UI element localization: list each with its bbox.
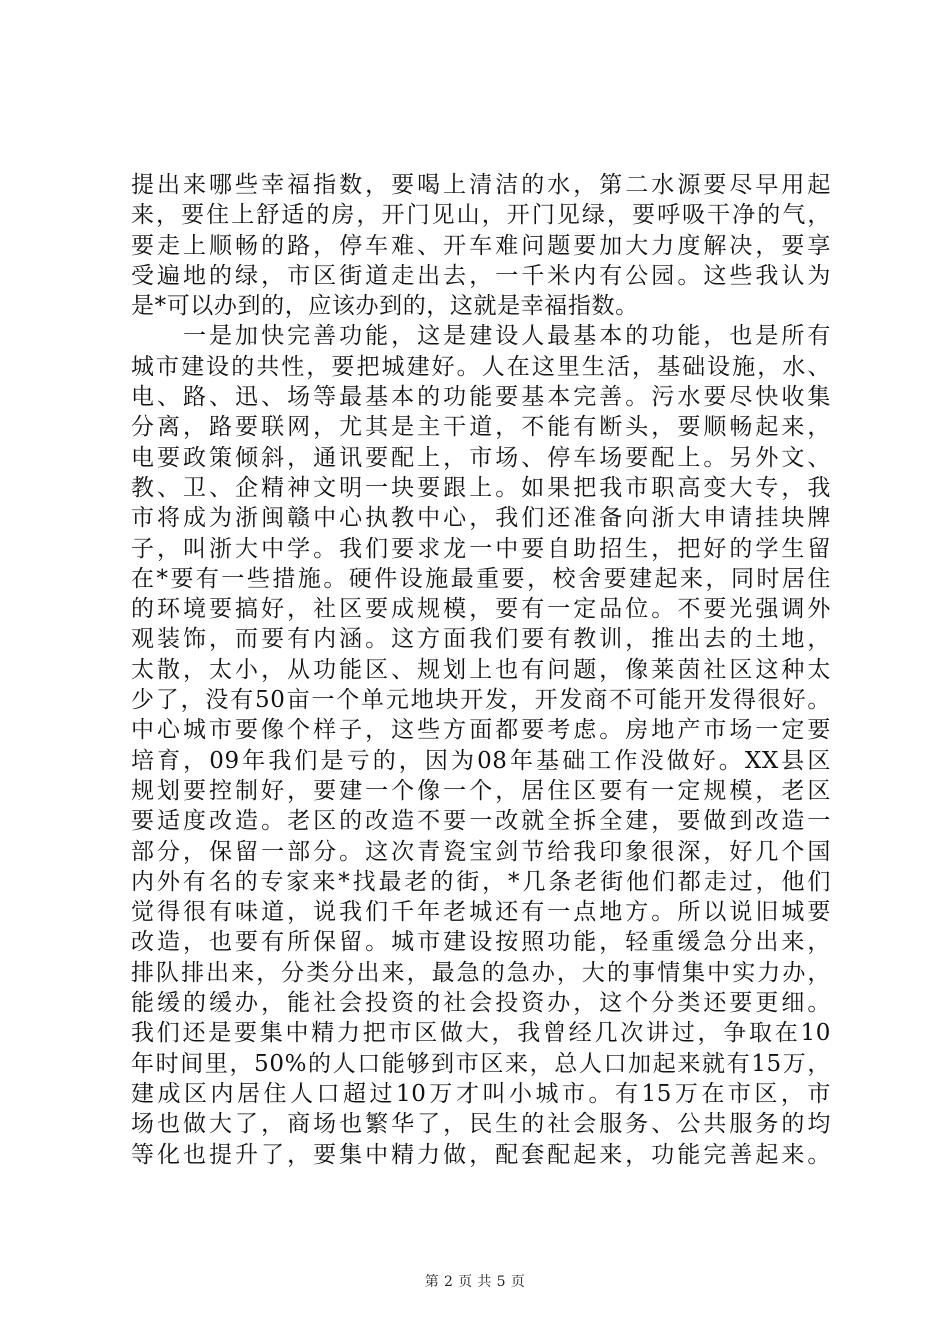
text-line: 教、卫、企精神文明一块要跟上。如果把我市职高变大专，我 [131,474,831,501]
text-line: 少了，没有50亩一个单元地块开发，开发商不可能开发得很好。 [131,687,831,714]
text-line: 的环境要搞好，社区要成规模，要有一定品位。不要光强调外 [131,596,831,623]
text-line: 一是加快完善功能，这是建设人最基本的功能，也是所有 [131,323,831,350]
text-line: 部分，保留一部分。这次青瓷宝剑节给我印象很深，好几个国 [131,838,831,865]
text-line: 提出来哪些幸福指数，要喝上清洁的水，第二水源要尽早用起 [131,172,831,198]
text-line: 观装饰，而要有内涵。这方面我们要有教训，推出去的土地， [131,626,831,653]
text-line: 来，要住上舒适的房，开门见山，开门见绿，要呼吸干净的气， [131,202,831,229]
text-line: 等化也提升了，要集中精力做，配套配起来，功能完善起来。 [131,1141,831,1168]
text-line: 受遍地的绿，市区街道走出去，一千米内有公园。这些我认为 [131,262,831,289]
text-line: 建成区内居住人口超过10万才叫小城市。有15万在市区，市 [131,1080,831,1107]
text-line: 规划要控制好，要建一个像一个，居住区要有一定规模，老区 [131,777,831,804]
body-text [131,170,831,1170]
text-line: 市将成为浙闽赣中心执教中心，我们还准备向浙大申请挂块牌 [131,505,831,532]
text-line: 排队排出来，分类分出来，最急的急办，大的事情集中实力办， [131,959,831,986]
text-line: 在*要有一些措施。硬件设施最重要，校舍要建起来，同时居住 [131,565,831,592]
text-line: 是*可以办到的，应该办到的，这就是幸福指数。 [131,293,639,320]
text-line: 分离，路要联网，尤其是主干道，不能有断头，要顺畅起来， [131,414,831,441]
text-line: 培育，09年我们是亏的，因为08年基础工作没做好。XX县区 [131,747,831,774]
text-line: 觉得很有味道，说我们千年老城还有一点地方。所以说旧城要 [131,899,831,926]
text-line: 要适度改造。老区的改造不要一改就全拆全建，要做到改造一 [131,808,831,835]
text-line: 要走上顺畅的路，停车难、开车难问题要加大力度解决，要享 [131,232,831,259]
text-line: 太散，太小，从功能区、规划上也有问题，像莱茵社区这种太 [131,656,831,683]
text-line: 年时间里，50%的人口能够到市区来，总人口加起来就有15万， [131,1050,831,1077]
text-line: 改造，也要有所保留。城市建设按照功能，轻重缓急分出来， [131,929,831,956]
page-number-footer: 第 2 页 共 5 页 [424,1274,526,1290]
text-line: 城市建设的共性，要把城建好。人在这里生活，基础设施，水、 [131,353,831,380]
text-line: 中心城市要像个样子，这些方面都要考虑。房地产市场一定要 [131,717,831,744]
text-line: 内外有名的专家来*找最老的街，*几条老街他们都走过，他们 [131,868,831,895]
text-line: 电要政策倾斜，通讯要配上，市场、停车场要配上。另外文、 [131,444,831,471]
text-line: 我们还是要集中精力把市区做大，我曾经几次讲过，争取在10 [131,1020,831,1047]
text-line: 电、路、迅、场等最基本的功能要基本完善。污水要尽快收集 [131,384,831,411]
text-line: 场也做大了，商场也繁华了，民生的社会服务、公共服务的均 [131,1111,831,1138]
text-line: 能缓的缓办，能社会投资的社会投资办，这个分类还要更细。 [131,990,831,1017]
text-line: 子，叫浙大中学。我们要求龙一中要自助招生，把好的学生留 [131,535,831,562]
